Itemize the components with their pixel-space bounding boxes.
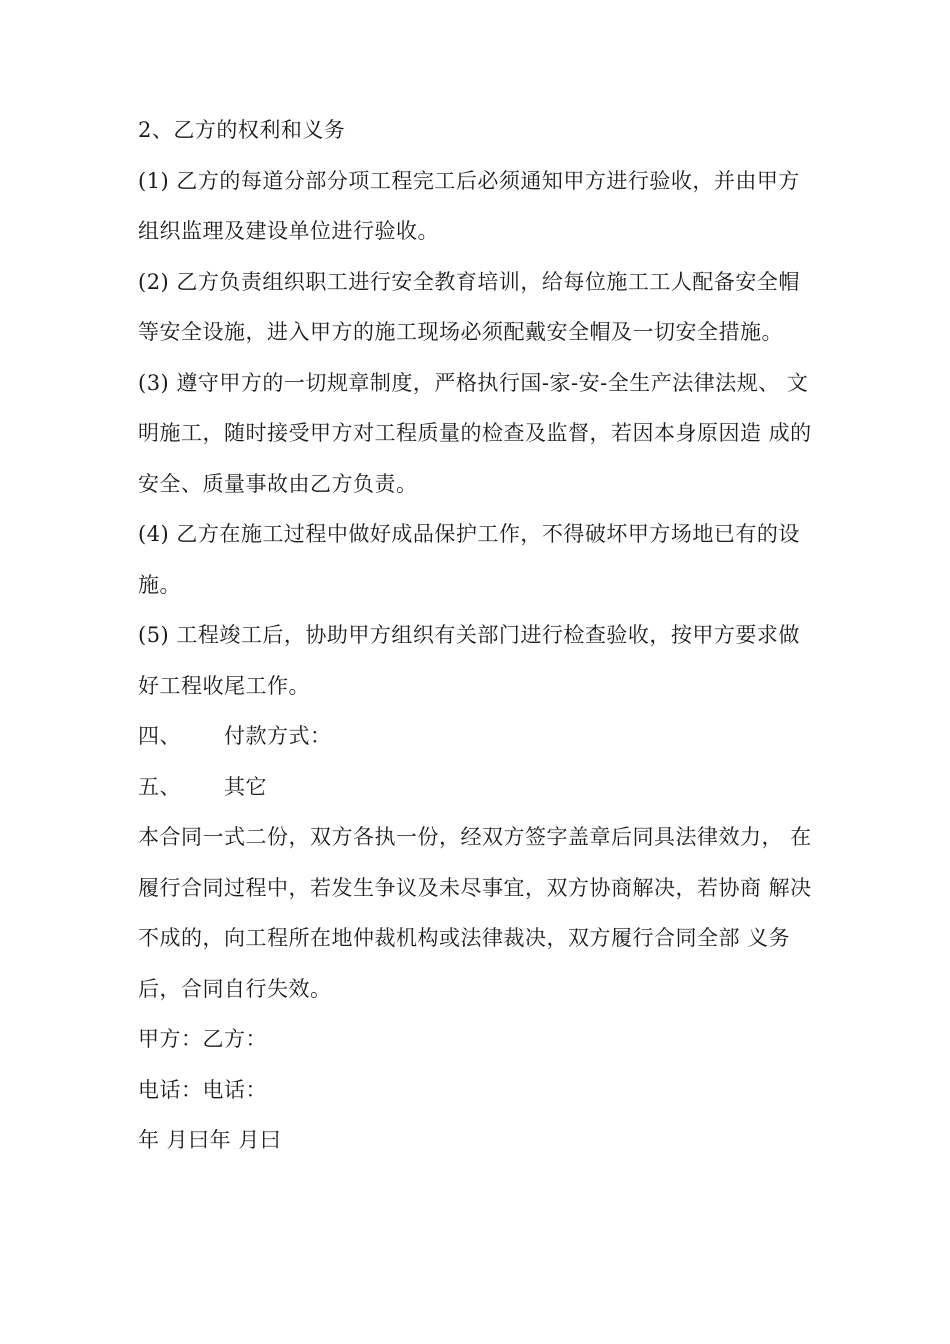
section-heading-other: 五、 其它: [138, 774, 268, 799]
clause-1-line-1: (1) 乙方的每道分部分项工程完工后必须通知甲方进行验收，并由甲方: [138, 168, 800, 193]
document-body: [138, 105, 823, 1166]
clause-5-line-1: (5) 工程竣工后，协助甲方组织有关部门进行检查验收，按甲方要求做: [138, 623, 800, 647]
clause-2-line-1: (2) 乙方负责组织职工进行安全教育培训，给每位施工工人配备安全帽: [138, 269, 800, 294]
other-paragraph-line-4: 后，合同自行失效。: [138, 976, 332, 1001]
clause-3-line-1: (3) 遵守甲方的一切规章制度，严格执行国-家-安-全生产法律法规、 文: [138, 370, 809, 395]
other-paragraph-line-2: 履行合同过程中，若发生争议及未尽事宜，双方协商解决，若协商 解决: [138, 875, 812, 900]
other-paragraph-line-3: 不成的，向工程所在地仲裁机构或法律裁决，双方履行合同全部 义务: [138, 926, 791, 950]
clause-1-line-2: 组织监理及建设单位进行验收。: [138, 219, 439, 243]
section-heading-party-b-rights: 2、乙方的权利和义务: [138, 118, 346, 142]
signature-parties: 甲方：乙方：: [138, 1027, 267, 1051]
clause-4-line-1: (4) 乙方在施工过程中做好成品保护工作，不得破坏甲方场地已有的设: [138, 522, 800, 546]
signature-dates: 年 月曰年 月曰: [138, 1128, 282, 1152]
clause-5-line-2: 好工程收尾工作。: [138, 673, 310, 698]
clause-3-line-3: 安全、质量事故由乙方负责。: [138, 471, 418, 496]
signature-phones: 电话：电话：: [138, 1077, 267, 1102]
section-heading-payment: 四、 付款方式：: [138, 724, 332, 748]
other-paragraph-line-1: 本合同一式二份，双方各执一份，经双方签字盖章后同具法律效力， 在: [138, 825, 812, 849]
clause-2-line-2: 等安全设施，进入甲方的施工现场必须配戴安全帽及一切安全措施。: [138, 320, 783, 344]
clause-3-line-2: 明施工，随时接受甲方对工程质量的检查及监督，若因本身原因造 成的: [138, 421, 812, 445]
clause-4-line-2: 施。: [138, 572, 181, 597]
